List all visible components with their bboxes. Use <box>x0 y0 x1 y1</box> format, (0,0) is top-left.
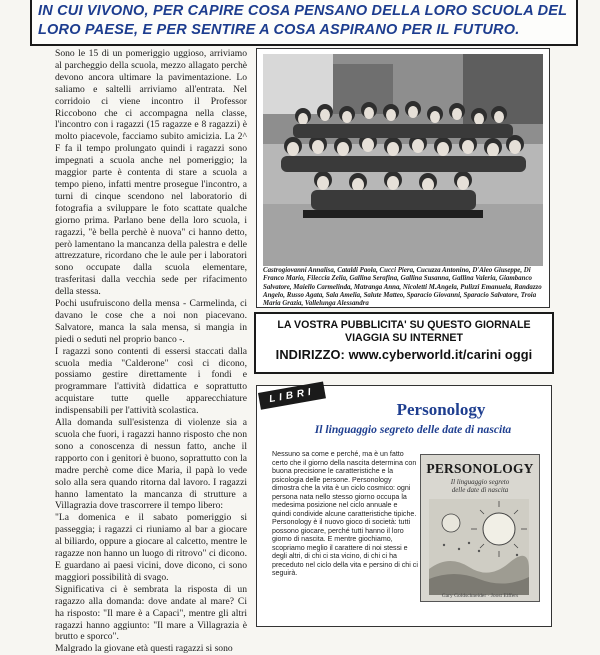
article-paragraph: Pochi usufruiscono della mensa - Carmelinda, ci davano le cose che a noi non piacevano. Salvatore, manca la sala mensa, si mangia in piedi o seduti nel proprio banco -. <box>55 298 247 345</box>
class-group-photo <box>263 54 543 266</box>
book-description: Nessuno sa come e perché, ma è un fatto certo che il giorno della nascita determina con buona precisione le caratteristiche e la psicologia delle persone. Personology dimostra che la vita è un ciclo cosmico: ogni persona nata nello stesso giorno occupa la medesima posizione nel ciclo annuale e quindi condivide alcune caratteristiche tipiche. Personology è il nuovo gioco di società: tutti possono giocare, perché tutti hanno il loro giorno di nascita. E mentre giochiamo, scopriamo meglio il carattere di noi stessi e degli altri, di chi ci sta vicino, di chi ci ha preceduto nel ciclo della vita e persino di chi ci seguirà. <box>272 450 418 577</box>
ad-address-link[interactable]: INDIRIZZO: www.cyberworld.it/carini oggi <box>275 347 533 362</box>
cover-illustration <box>429 499 529 595</box>
advertisement-box <box>254 312 554 374</box>
libri-tag: LIBRI <box>258 382 326 410</box>
ad-line-1: LA VOSTRA PUBBLICITA' SU QUESTO GIORNALE <box>277 319 531 331</box>
book-title: Personology <box>396 400 486 419</box>
article-paragraph: "La domenica e il sabato pomeriggio si passeggia; i ragazzi ci riuniamo al bar a giocare al biliardo, oppure a giocare al calcetto, mentre le ragazze non hanno un luogo di ritrovo" ci dicono. E guardano ai paesi vicini, dove dicono, ci sono maggiori possibilità di svago. <box>55 512 247 583</box>
article-paragraph: Alla domanda sull'esistenza di violenze sia a scuola che fuori, i ragazzi hanno risposto che non sono a conoscenza di nessun fatto, anche il rapporto con i genitori è buono, soprattutto con la madre perchè come dice Maria, il papà lo vede solo alla sera quando ritorna dal lavoro. I ragazzi hanno lamentato la mancanza di strutture a Villagrazia dove trascorrere il tempo libero: <box>55 417 247 512</box>
article-paragraph: Sono le 15 di un pomeriggio uggioso, arriviamo al parcheggio della scuola, mezzo allagato perchè devono ancora ultimare la pavimentazione. Lo saliamo e saltelli arriviamo all'entrata. Nel corridoio ci viene incontro il Professor Riccobono che ci accompagna nella classe, l'incontro con i ragazzi (15 ragazze e 8 ragazzi) è molto piacevole, facciamo subito amicizia. La 2^ F fa il tempo prolungato quindi i ragazzi sono impegnati a scuola anche nel pomeriggio; la maggior parte è contenta di stare a scuola a tempo pieno, infatti mentre prosegue l'incontro, a turni di cinque scendono nel laboratorio di fotografia a sviluppare le foto scattate qualche giorno prima. Parlano bene della loro scuola, i ragazzi, "è bella perchè è nuova" ci hanno detto, però lamentano la mancanza della palestra e delle attrezzature, ricordano che le aule per i laboratori sono occupate dalla scuola elementare, trasferitasi dalla vecchia sede per rifacimento della stessa. <box>55 48 247 298</box>
article-body <box>55 48 247 655</box>
cover-subtitle-2: delle date di nascita <box>451 486 509 494</box>
book-subtitle: Il linguaggio segreto delle date di nascita <box>314 423 512 436</box>
class-photo-image <box>263 54 543 266</box>
cover-authors: Gary Goldschneider · Joost Elffers <box>441 593 519 599</box>
header-line-2: LORO PAESE, E PER SENTIRE A COSA ASPIRANO PER IL FUTURO. <box>38 22 520 38</box>
cover-title: PERSONOLOGY <box>426 461 534 476</box>
photo-caption: Castrogiovanni Annalisa, Cataldi Paola, Cucci Piera, Cucuzza Antonino, D'Aleo Giuseppe, Di Franco Mario, Fileccia Zelia, Gallina Serafina, Gallina Susanna, Gallina Valeria, Giambanco Salvatore, Maiello Carmelinda, Matranga Anna, Nicoletti M.Angela, Pulizzi Emanuela, Randazzo Angelo, Russo Agata, Sala Amelia, Salute Matteo, Sparacio Giovanni, Sparacio Salvatore, Troia Maria Grazia, Vallelunga Alessandra <box>263 267 542 308</box>
ad-line-2: VIAGGIA SU INTERNET <box>345 332 463 344</box>
book-cover <box>420 454 540 602</box>
article-paragraph: Malgrado la giovane età questi ragazzi si sono <box>55 643 233 655</box>
article-paragraph: I ragazzi sono contenti di essersi staccati dalla scuola media "Calderone" così ci dicono, possiamo gestire direttamente i fondi e programmare l'attività didattica e soprattutto acquistare tutte quelle apparecchiature indispensabili per l'attività scolastica. <box>55 345 247 417</box>
article-paragraph: Significativa ci è sembrata la risposta di un ragazzo alla domanda: dove andate al mare? Ci ha risposto: "Il mare è a Capaci", mentre gli altri ragazzi hanno aggiunto: "Il mare a Villagrazia è brutto e sporco". <box>55 583 247 643</box>
header-headline <box>38 2 568 40</box>
class-photo-frame <box>256 48 550 308</box>
header-line-1: IN CUI VIVONO, PER CAPIRE COSA PENSANO DELLA LORO SCUOLA DEL <box>38 3 568 19</box>
cover-subtitle-1: Il linguaggio segreto <box>450 478 510 486</box>
